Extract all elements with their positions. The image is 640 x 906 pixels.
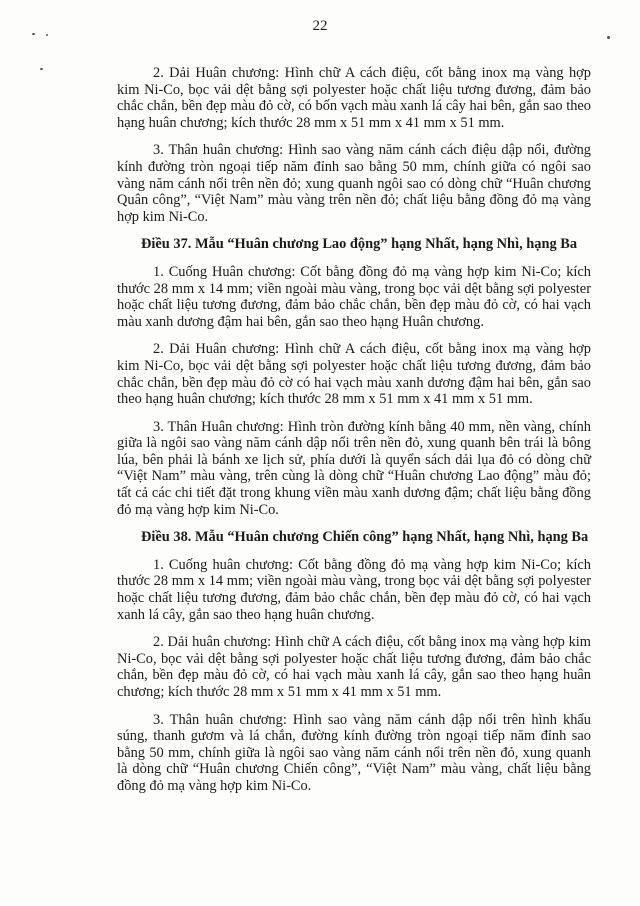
scan-speck (46, 34, 48, 36)
page-number: 22 (312, 18, 328, 34)
scan-speck (607, 36, 610, 39)
paragraph: 2. Dải Huân chương: Hình chữ A cách điệu, cốt bằng inox mạ vàng hợp kim Ni-Co, bọc vải dệt bằng sợi polyester hoặc chất liệu tương đương, đảm bảo chắc chắn, bền đẹp màu đỏ cờ, có bốn vạch màu xanh lá cây hai bên, gắn sao theo hạng huân chương; kích thước 28 mm x 51 mm x 41 mm x 51 mm. (117, 65, 591, 131)
paragraph: 1. Cuống Huân chương: Cốt bằng đồng đỏ mạ vàng hợp kim Ni-Co; kích thước 28 mm x 14 mm; viền ngoài màu vàng, trong bọc vải dệt bằng sợi polyester hoặc chất liệu tương đương, đảm bảo chắc chắn, bền đẹp màu đỏ cờ, có hai vạch màu xanh dương đậm hai bên, gắn sao theo hạng Huân chương. (117, 263, 591, 330)
scan-speck (40, 68, 43, 70)
paragraph: 2. Dải Huân chương: Hình chữ A cách điệu, cốt bằng inox mạ vàng hợp kim Ni-Co, bọc vải dệt bằng sợi polyester hoặc chất liệu tương đương, đảm bảo chắc chắn, bền đẹp màu đỏ cờ có hai vạch màu xanh dương đậm hai bên, gắn sao theo hạng huân chương; kích thước 28 mm x 51 mm x 41 mm x 51 mm. (117, 341, 591, 408)
paragraph: 1. Cuống huân chương: Cốt bằng đồng đỏ mạ vàng hợp kim Ni-Co; kích thước 28 mm x 14 mm; viền ngoài màu vàng, trong bọc vải dệt bằng sợi polyester hoặc chất liệu tương đương, đảm bảo chắc chắn, bền đẹp màu đỏ cờ, có hai vạch xanh lá cây, gắn sao theo hạng huân chương. (117, 556, 591, 623)
article-heading: Điều 38. Mẫu “Huân chương Chiến công” hạng Nhất, hạng Nhì, hạng Ba (141, 529, 589, 546)
article-heading: Điều 37. Mẫu “Huân chương Lao động” hạng Nhất, hạng Nhì, hạng Ba (141, 236, 578, 253)
scan-speck (32, 33, 35, 35)
paragraph: 2. Dải huân chương: Hình chữ A cách điệu, cốt bằng inox mạ vàng hợp kim Ni-Co, bọc vải dệt bằng sợi polyester hoặc chất liệu tương đương, đảm bảo chắc chắn, bền đẹp màu đỏ cờ, có hai vạch màu xanh lá cây, gắn sao theo hạng huân chương; kích thước 28 mm x 51 mm x 41 mm x 51 mm. (117, 634, 591, 700)
document-body (117, 65, 591, 806)
paragraph: 3. Thân huân chương: Hình sao vàng năm cánh dập nổi trên hình khẩu súng, thanh gươm và lá chắn, đường kính đường tròn ngoại tiếp năm đỉnh sao bằng 50 mm, chính giữa là ngôi sao vàng năm cánh nổi trên nền đỏ, xung quanh là dòng chữ “Huân chương Chiến công”, “Việt Nam” màu vàng, chất liệu bằng đồng đỏ mạ vàng hợp kim Ni-Co. (117, 711, 591, 794)
paragraph: 3. Thân huân chương: Hình sao vàng năm cánh cách điệu dập nổi, đường kính đường tròn ngoại tiếp năm đỉnh sao bằng 50 mm, chính giữa có ngôi sao vàng năm cánh nổi trên nền đỏ; xung quanh ngôi sao có dòng chữ “Huân chương Quân công”, “Việt Nam” màu vàng trên nền đỏ; chất liệu bằng đồng đỏ mạ vàng hợp kim Ni-Co. (117, 142, 591, 225)
paragraph: 3. Thân Huân chương: Hình tròn đường kính bằng 40 mm, nền vàng, chính giữa là ngôi sao vàng năm cánh dập nổi trên nền đỏ, xung quanh bên trái là bông lúa, bên phải là bánh xe lịch sử, phía dưới là quyển sách dải lụa đỏ có dòng chữ “Việt Nam” màu vàng, trên cùng là dòng chữ “Huân chương Lao động” màu đỏ; tất cả các chi tiết đặt trong khung viền màu xanh dương đậm; chất liệu bằng đồng đỏ mạ vàng hợp kim Ni-Co. (117, 418, 591, 518)
